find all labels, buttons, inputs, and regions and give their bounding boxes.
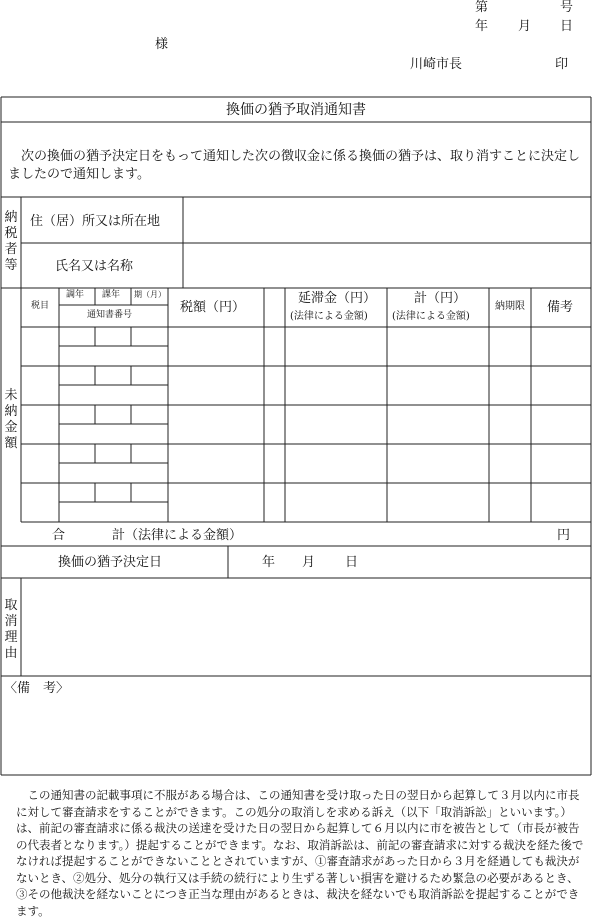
total-label-1: 合 <box>52 528 66 543</box>
number-suffix: 号 <box>560 0 574 15</box>
col-period: 期（月） <box>134 290 166 299</box>
col-tax-amount: 税額（円） <box>180 300 246 315</box>
total-unit: 円 <box>557 528 571 543</box>
intro-text: 次の換価の猶予決定日をもって通知した次の徴収金に係る換価の猶予は、取り消すことに決定しましたので通知します。 <box>8 149 581 182</box>
total-label-2: 計（法律による金額） <box>112 528 243 543</box>
date-day: 日 <box>560 19 574 34</box>
col-tax-item: 税目 <box>31 301 50 311</box>
cancel-reason-label: 取消理由 <box>4 598 18 661</box>
date-year: 年 <box>475 19 489 34</box>
name-label: 氏名又は名称 <box>55 259 134 274</box>
col-total: 計（円） <box>414 291 467 306</box>
col-due-date: 納期限 <box>495 301 525 312</box>
seal-mark: 印 <box>555 57 569 72</box>
sender-name: 川崎市長 <box>410 57 463 72</box>
unpaid-section-label: 未納金額 <box>4 388 18 451</box>
decision-year: 年 <box>262 555 276 570</box>
col-assessment-year: 調年 <box>66 290 85 300</box>
taxpayer-section-label: 納税者等 <box>4 210 18 273</box>
col-delinquency: 延滞金（円） <box>298 291 377 306</box>
number-prefix: 第 <box>475 0 489 15</box>
addressee-suffix: 様 <box>155 37 169 52</box>
document-title: 換価の猶予取消通知書 <box>226 102 366 118</box>
decision-day: 日 <box>345 555 359 570</box>
col-delinquency-note: (法律による金額) <box>290 311 368 322</box>
col-taxable-year: 課年 <box>102 290 121 300</box>
appeal-notice: この通知書の記載事項に不服がある場合は、この通知書を受け取った日の翌日から起算して３月以内に市長に対して審査請求をすることができます。この処分の取消しを求める訴え（以下「取消訴訟」といいます。）は、前記の審査請求に係る裁決の送達を受けた日の翌日から起算して６月以内に市を被告として（市長が被告の代表者となります。）提起することができます。なお、取消訴訟は、前記の審査請求に対する裁決を経た後でなければ提起することができないこととされていますが、①審査請求があった日から３月を経過しても裁決がないとき、②処分、処分の執行又は手続の続行により生ずる著しい損害を避けるため緊急の必要があるとき、③その他裁決を経ないことにつき正当な理由があるときは、裁決を経ないでも取消訴訟を提起することができます。 <box>16 788 584 918</box>
decision-month: 月 <box>302 555 316 570</box>
col-notice-number: 通知書番号 <box>87 310 133 320</box>
col-total-note: (法律による金額) <box>392 311 470 322</box>
address-label: 住（居）所又は所在地 <box>30 214 161 229</box>
col-remarks: 備考 <box>547 300 574 315</box>
remarks-label: 〈備 考〉 <box>4 681 70 696</box>
decision-date-label: 換価の猶予決定日 <box>58 555 163 570</box>
date-month: 月 <box>518 19 532 34</box>
